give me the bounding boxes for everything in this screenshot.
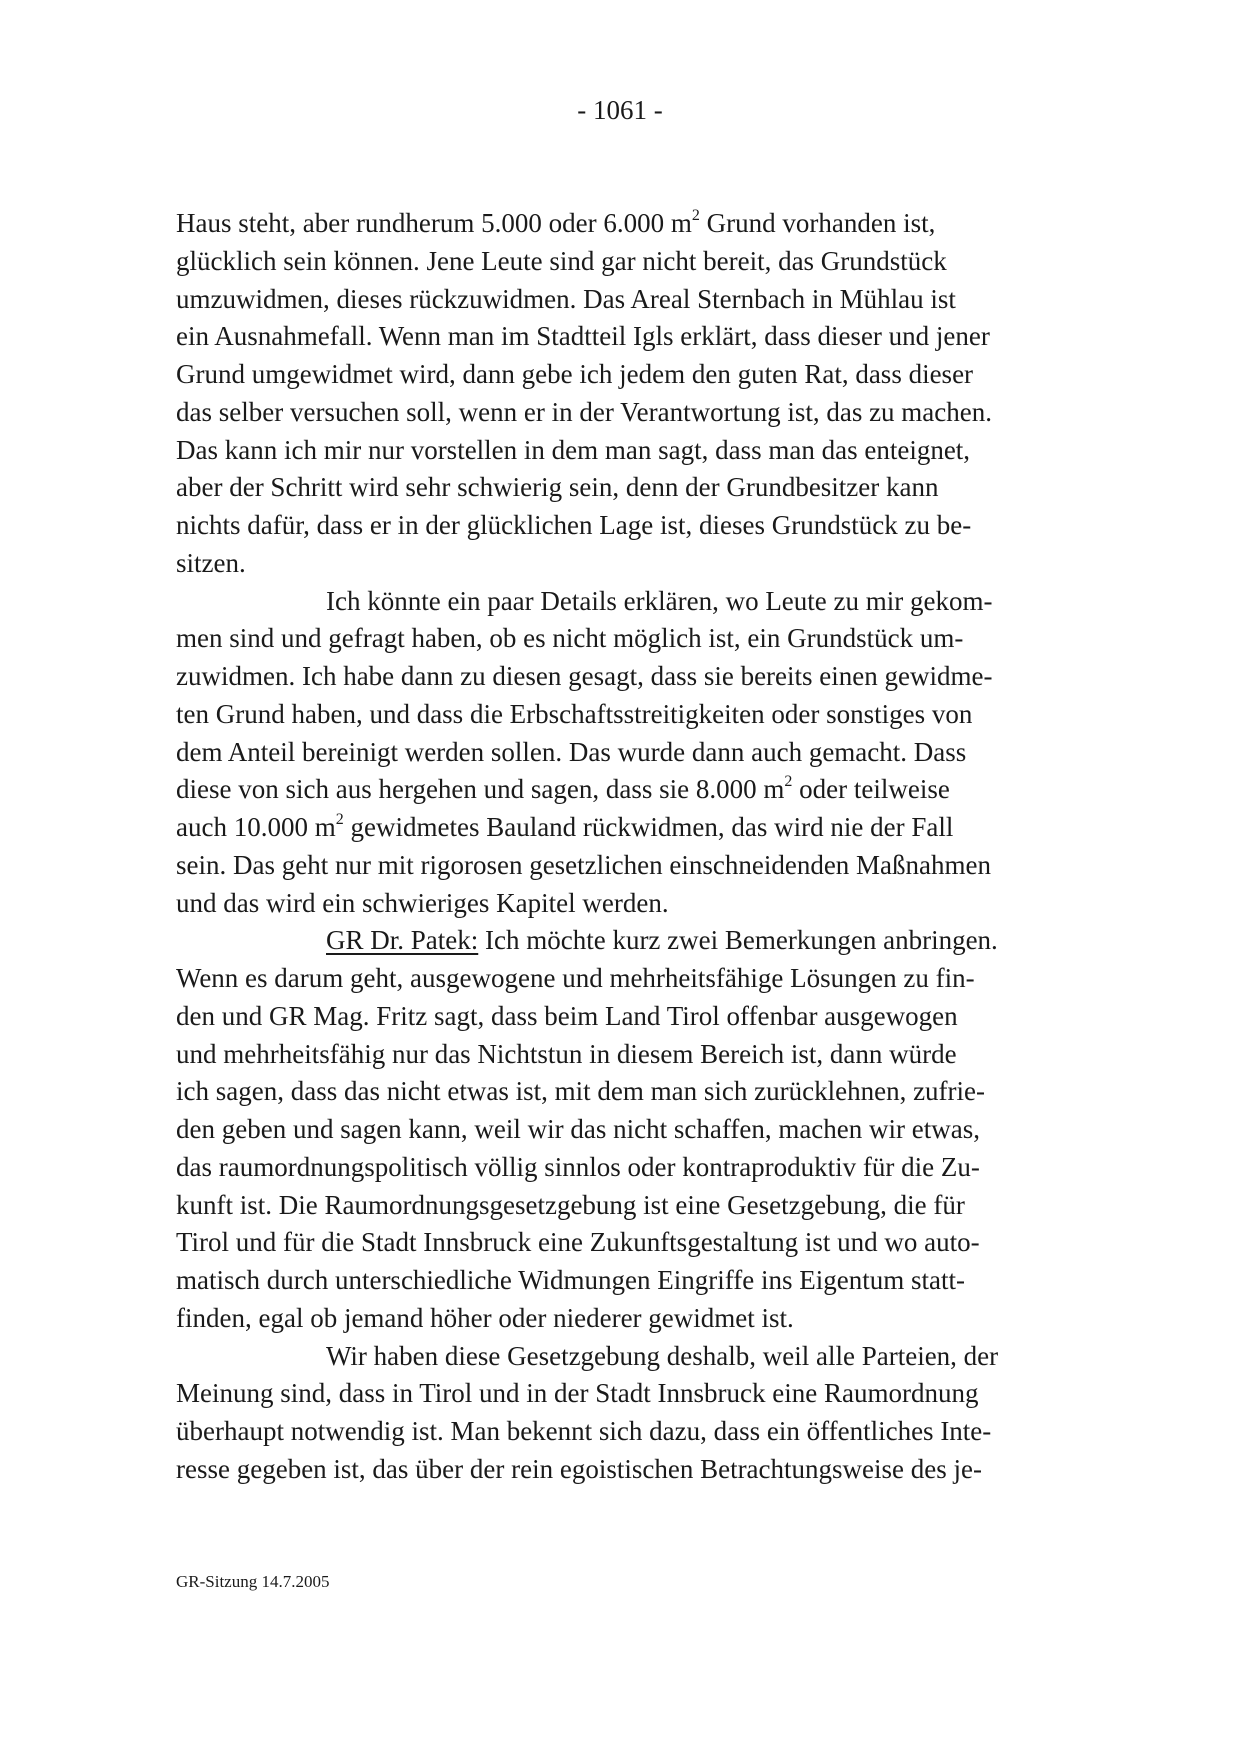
- text-line: und mehrheitsfähig nur das Nichtstun in diesem Bereich ist, dann würde: [176, 1038, 957, 1069]
- speaker-name: GR Dr. Patek:: [326, 925, 479, 956]
- text-line: das selber versuchen soll, wenn er in der Verantwortung ist, das zu machen.: [176, 396, 993, 427]
- text-line: ich sagen, dass das nicht etwas ist, mit dem man sich zurücklehnen, zufrie-: [176, 1076, 986, 1107]
- text-line: matisch durch unterschiedliche Widmungen Eingriffe ins Eigentum statt-: [176, 1265, 965, 1295]
- text-line: Das kann ich mir nur vorstellen in dem man sagt, dass man das enteignet,: [176, 434, 971, 465]
- paragraph-start-line: GR Dr. Patek: Ich möchte kurz zwei Bemerkungen anbringen.: [326, 925, 998, 956]
- text-line: sein. Das geht nur mit rigorosen gesetzlichen einschneidenden Maßnahmen: [176, 849, 992, 880]
- text-line: ten Grund haben, und dass die Erbschaftsstreitigkeiten oder sonstiges von: [176, 698, 973, 729]
- text-line: umzuwidmen, dieses rückzuwidmen. Das Areal Sternbach in Mühlau ist: [176, 283, 956, 314]
- text-line: glücklich sein können. Jene Leute sind gar nicht bereit, das Grundstück: [176, 245, 947, 276]
- text-line: nichts dafür, dass er in der glücklichen Lage ist, dieses Grundstück zu be-: [176, 510, 972, 540]
- page-footer: GR-Sitzung 14.7.2005: [176, 1572, 330, 1591]
- text-line: überhaupt notwendig ist. Man bekennt sich dazu, dass ein öffentliches Inte-: [176, 1416, 992, 1446]
- text-line: men sind und gefragt haben, ob es nicht möglich ist, ein Grundstück um-: [176, 623, 964, 654]
- text-line: Haus steht, aber rundherum 5.000 oder 6.000 $m^2$ Grund vorhanden ist,: [176, 207, 936, 238]
- text-line: den und GR Mag. Fritz sagt, dass beim Land Tirol offenbar ausgewogen: [176, 1000, 958, 1031]
- text-line: den geben und sagen kann, weil wir das nicht schaffen, machen wir etwas,: [176, 1114, 980, 1144]
- text-line: kunft ist. Die Raumordnungsgesetzgebung ist eine Gesetzgebung, die für: [176, 1189, 965, 1220]
- paragraph-start-line: Wir haben diese Gesetzgebung deshalb, weil alle Parteien, der: [326, 1340, 999, 1371]
- text-line: Grund umgewidmet wird, dann gebe ich jedem den guten Rat, dass dieser: [176, 359, 974, 389]
- text-line: ein Ausnahmefall. Wenn man im Stadtteil Igls erklärt, dass dieser und jener: [176, 321, 990, 352]
- text-line: Meinung sind, dass in Tirol und in der Stadt Innsbruck eine Raumordnung: [176, 1378, 979, 1409]
- page-number: - 1061 -: [577, 95, 663, 125]
- body-text: [176, 205, 1076, 1489]
- text-line: sitzen.: [176, 547, 246, 578]
- text-line: aber der Schritt wird sehr schwierig sein, denn der Grundbesitzer kann: [176, 472, 939, 503]
- paragraph-start-line: Ich könnte ein paar Details erklären, wo Leute zu mir gekom-: [326, 585, 993, 616]
- text-line: Tirol und für die Stadt Innsbruck eine Zukunftsgestaltung ist und wo auto-: [176, 1227, 980, 1258]
- text-line: resse gegeben ist, das über der rein egoistischen Betrachtungsweise des je-: [176, 1453, 982, 1484]
- text-line: das raumordnungspolitisch völlig sinnlos oder kontraproduktiv für die Zu-: [176, 1151, 980, 1182]
- text-line: zuwidmen. Ich habe dann zu diesen gesagt, dass sie bereits einen gewidme-: [176, 661, 993, 691]
- text-line: auch 10.000 $m^2$ gewidmetes Bauland rückwidmen, das wird nie der Fall: [176, 811, 954, 842]
- text-line: Wenn es darum geht, ausgewogene und mehrheitsfähige Lösungen zu fin-: [176, 963, 975, 993]
- text-line: finden, egal ob jemand höher oder niederer gewidmet ist.: [176, 1302, 794, 1333]
- text-line: dem Anteil bereinigt werden sollen. Das wurde dann auch gemacht. Dass: [176, 736, 967, 767]
- text-line: diese von sich aus hergehen und sagen, dass sie 8.000 $m^2$ oder teilweise: [176, 773, 950, 805]
- text-line: und das wird ein schwieriges Kapitel werden.: [176, 887, 669, 918]
